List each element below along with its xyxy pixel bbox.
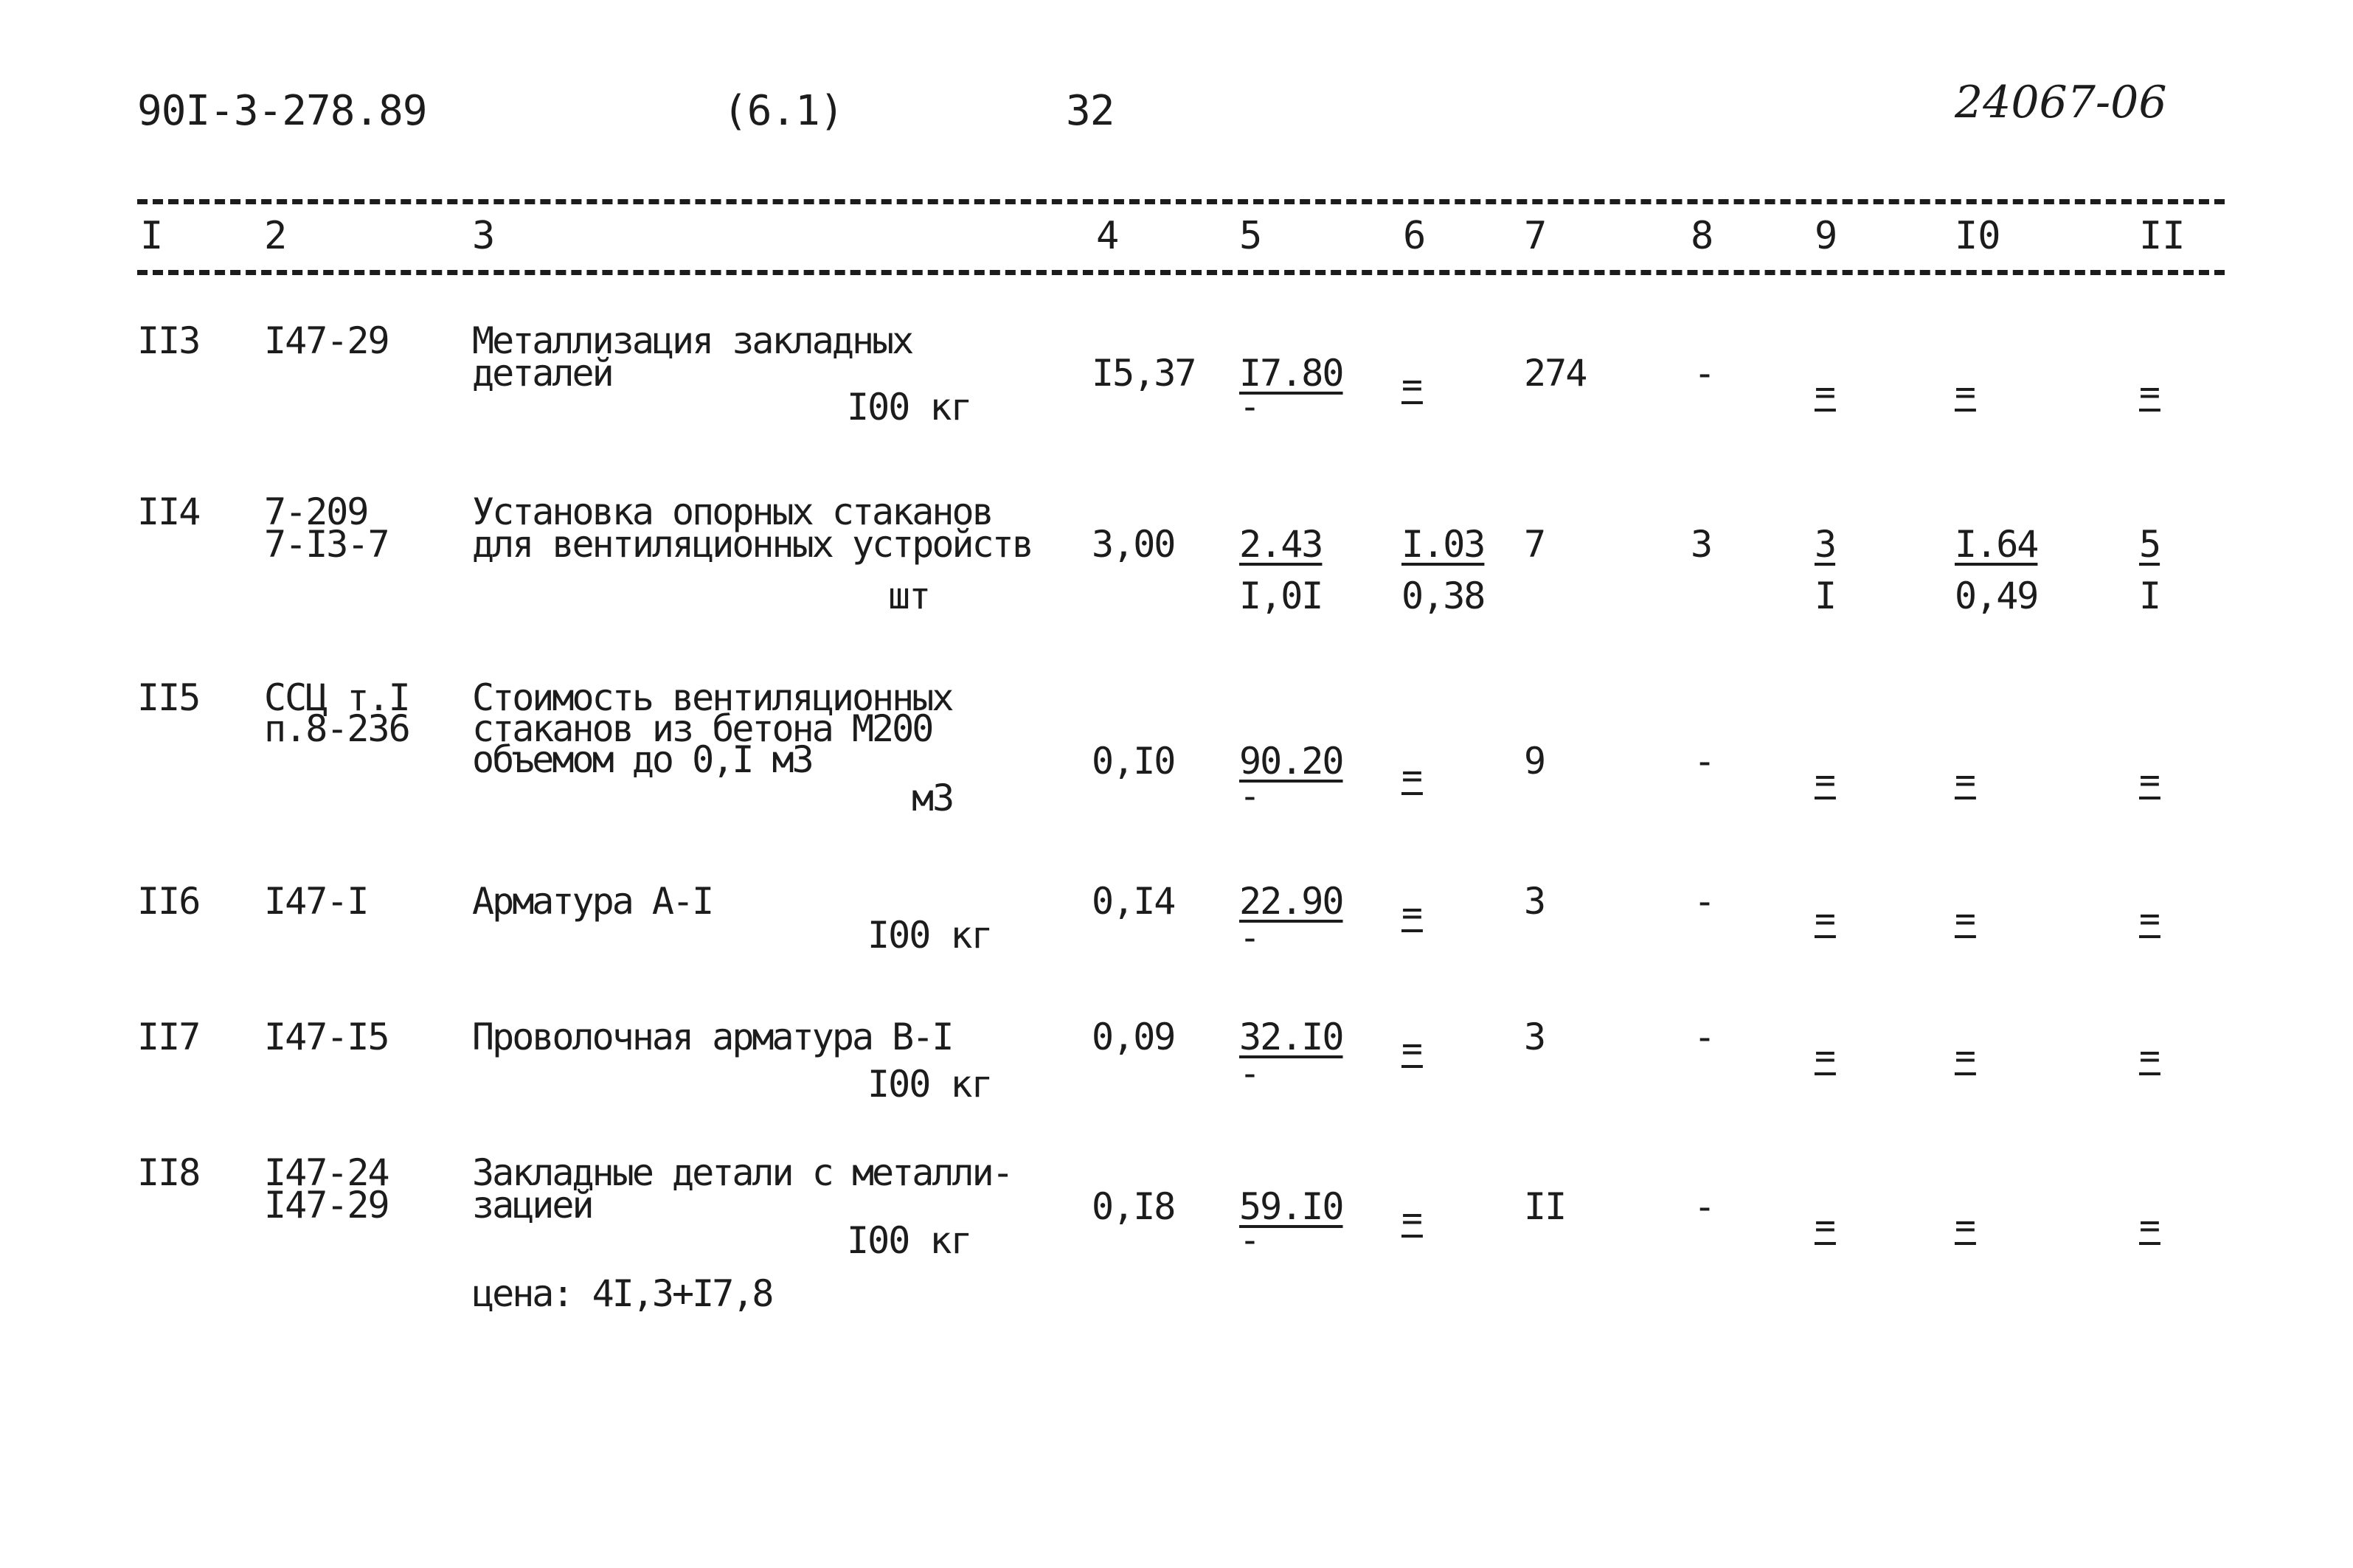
col7-value: 9 (1524, 740, 1545, 783)
table-header-rule (137, 270, 2225, 275)
col8-value: - (1694, 880, 1715, 923)
col9-ditto: = (1815, 372, 1836, 413)
rate-code: I47-29 (264, 319, 389, 362)
column-header-7: 7 (1524, 214, 1548, 258)
col7-value: 3 (1524, 880, 1545, 923)
work-description: Стоимость вентиляционных (472, 676, 952, 719)
row-number: II6 (137, 880, 200, 923)
work-description: объемом до 0,I м3 (472, 738, 812, 781)
rate-code: I47-29 (264, 1184, 389, 1227)
col11-ditto: = (2139, 1205, 2160, 1246)
work-description: деталей (472, 352, 612, 395)
column-header-10: I0 (1955, 214, 2001, 258)
col11-sub: I (2139, 575, 2160, 617)
work-description: Закладные детали с металли- (472, 1151, 1012, 1194)
col11-ditto: = (2139, 898, 2160, 940)
col6-ditto: = (1401, 364, 1423, 406)
measure-unit: I00 кг (847, 386, 971, 429)
col6-value: I.03 (1401, 523, 1485, 566)
column-header-11: II (2139, 214, 2186, 258)
col7-value: 274 (1524, 352, 1587, 395)
col7-value: II (1524, 1185, 1566, 1228)
work-description: стаканов из бетона М200 (472, 707, 932, 750)
col7-value: 3 (1524, 1016, 1545, 1058)
col9-ditto: = (1815, 898, 1836, 940)
col6-sub: 0,38 (1401, 575, 1485, 617)
unit-price: 32.I0 (1239, 1016, 1343, 1058)
document-code: 90I-3-278.89 (137, 87, 427, 135)
col9-ditto: = (1815, 1205, 1836, 1246)
price-note: цена: 4I,3+I7,8 (472, 1272, 772, 1315)
work-description: для вентиляционных устройств (472, 523, 1032, 566)
quantity: 0,I8 (1092, 1185, 1175, 1228)
rate-code: I47-I (264, 880, 368, 923)
unit-price-sub: - (1239, 1220, 1261, 1261)
column-header-8: 8 (1691, 214, 1714, 258)
quantity: I5,37 (1092, 352, 1196, 395)
quantity: 3,00 (1092, 523, 1175, 566)
col8-value: - (1694, 1016, 1715, 1058)
measure-unit: I00 кг (847, 1219, 971, 1262)
col10-ditto: = (1955, 760, 1976, 801)
rate-code: I47-24 (264, 1151, 389, 1194)
section-number: (6.1) (723, 87, 844, 135)
unit-price-sub: - (1239, 1053, 1261, 1095)
col11-ditto: = (2139, 372, 2160, 413)
col6-ditto: = (1401, 1198, 1423, 1239)
unit-price: 2.43 (1239, 523, 1323, 566)
col11-value: 5 (2139, 523, 2160, 566)
quantity: 0,I0 (1092, 740, 1175, 783)
measure-unit: I00 кг (867, 1063, 992, 1106)
page-number: 32 (1066, 87, 1115, 135)
col7-value: 7 (1524, 523, 1545, 566)
col10-ditto: = (1955, 1205, 1976, 1246)
row-number: II8 (137, 1151, 200, 1194)
rate-code: ССЦ т.I (264, 676, 409, 719)
work-description: Металлизация закладных (472, 319, 912, 362)
rate-code: 7-209 (264, 490, 368, 533)
col6-ditto: = (1401, 1028, 1423, 1069)
col6-ditto: = (1401, 892, 1423, 934)
col10-sub: 0,49 (1955, 575, 2038, 617)
unit-price-sub: - (1239, 386, 1261, 428)
column-header-6: 6 (1403, 214, 1427, 258)
col8-value: - (1694, 352, 1715, 395)
unit-price-sub: I,0I (1239, 575, 1323, 617)
row-number: II4 (137, 490, 200, 533)
col8-value: - (1694, 740, 1715, 783)
col9-ditto: = (1815, 1035, 1836, 1077)
quantity: 0,09 (1092, 1016, 1175, 1058)
work-description: Проволочная арматура В-I (472, 1016, 952, 1058)
quantity: 0,I4 (1092, 880, 1175, 923)
work-description: Установка опорных стаканов (472, 490, 992, 533)
col9-sub: I (1815, 575, 1836, 617)
col9-ditto: = (1815, 760, 1836, 801)
measure-unit: м3 (912, 777, 954, 819)
unit-price-sub: - (1239, 776, 1261, 817)
table-top-rule (137, 199, 2225, 204)
col9-value: 3 (1815, 523, 1836, 566)
rate-code: п.8-236 (264, 707, 409, 750)
unit-price: 90.20 (1239, 740, 1343, 783)
col11-ditto: = (2139, 1035, 2160, 1077)
col8-value: 3 (1691, 523, 1712, 566)
col11-ditto: = (2139, 760, 2160, 801)
work-description: зацией (472, 1184, 592, 1227)
column-header-5: 5 (1239, 214, 1263, 258)
column-header-1: I (140, 214, 164, 258)
column-header-9: 9 (1815, 214, 1838, 258)
col10-ditto: = (1955, 372, 1976, 413)
measure-unit: I00 кг (867, 914, 992, 957)
work-description: Арматура А-I (472, 880, 713, 923)
column-header-2: 2 (264, 214, 288, 258)
handwritten-stamp: 24067-06 (1955, 77, 2167, 128)
measure-unit: шт (888, 575, 930, 617)
row-number: II5 (137, 676, 200, 719)
column-header-4: 4 (1096, 214, 1120, 258)
row-number: II7 (137, 1016, 200, 1058)
row-number: II3 (137, 319, 200, 362)
unit-price: 59.I0 (1239, 1185, 1343, 1228)
column-header-3: 3 (472, 214, 496, 258)
col8-value: - (1694, 1185, 1715, 1228)
rate-code: 7-I3-7 (264, 523, 389, 566)
unit-price: 22.90 (1239, 880, 1343, 923)
unit-price: I7.80 (1239, 352, 1343, 395)
unit-price-sub: - (1239, 917, 1261, 959)
col10-value: I.64 (1955, 523, 2038, 566)
rate-code: I47-I5 (264, 1016, 389, 1058)
col10-ditto: = (1955, 1035, 1976, 1077)
col6-ditto: = (1401, 755, 1423, 797)
col10-ditto: = (1955, 898, 1976, 940)
